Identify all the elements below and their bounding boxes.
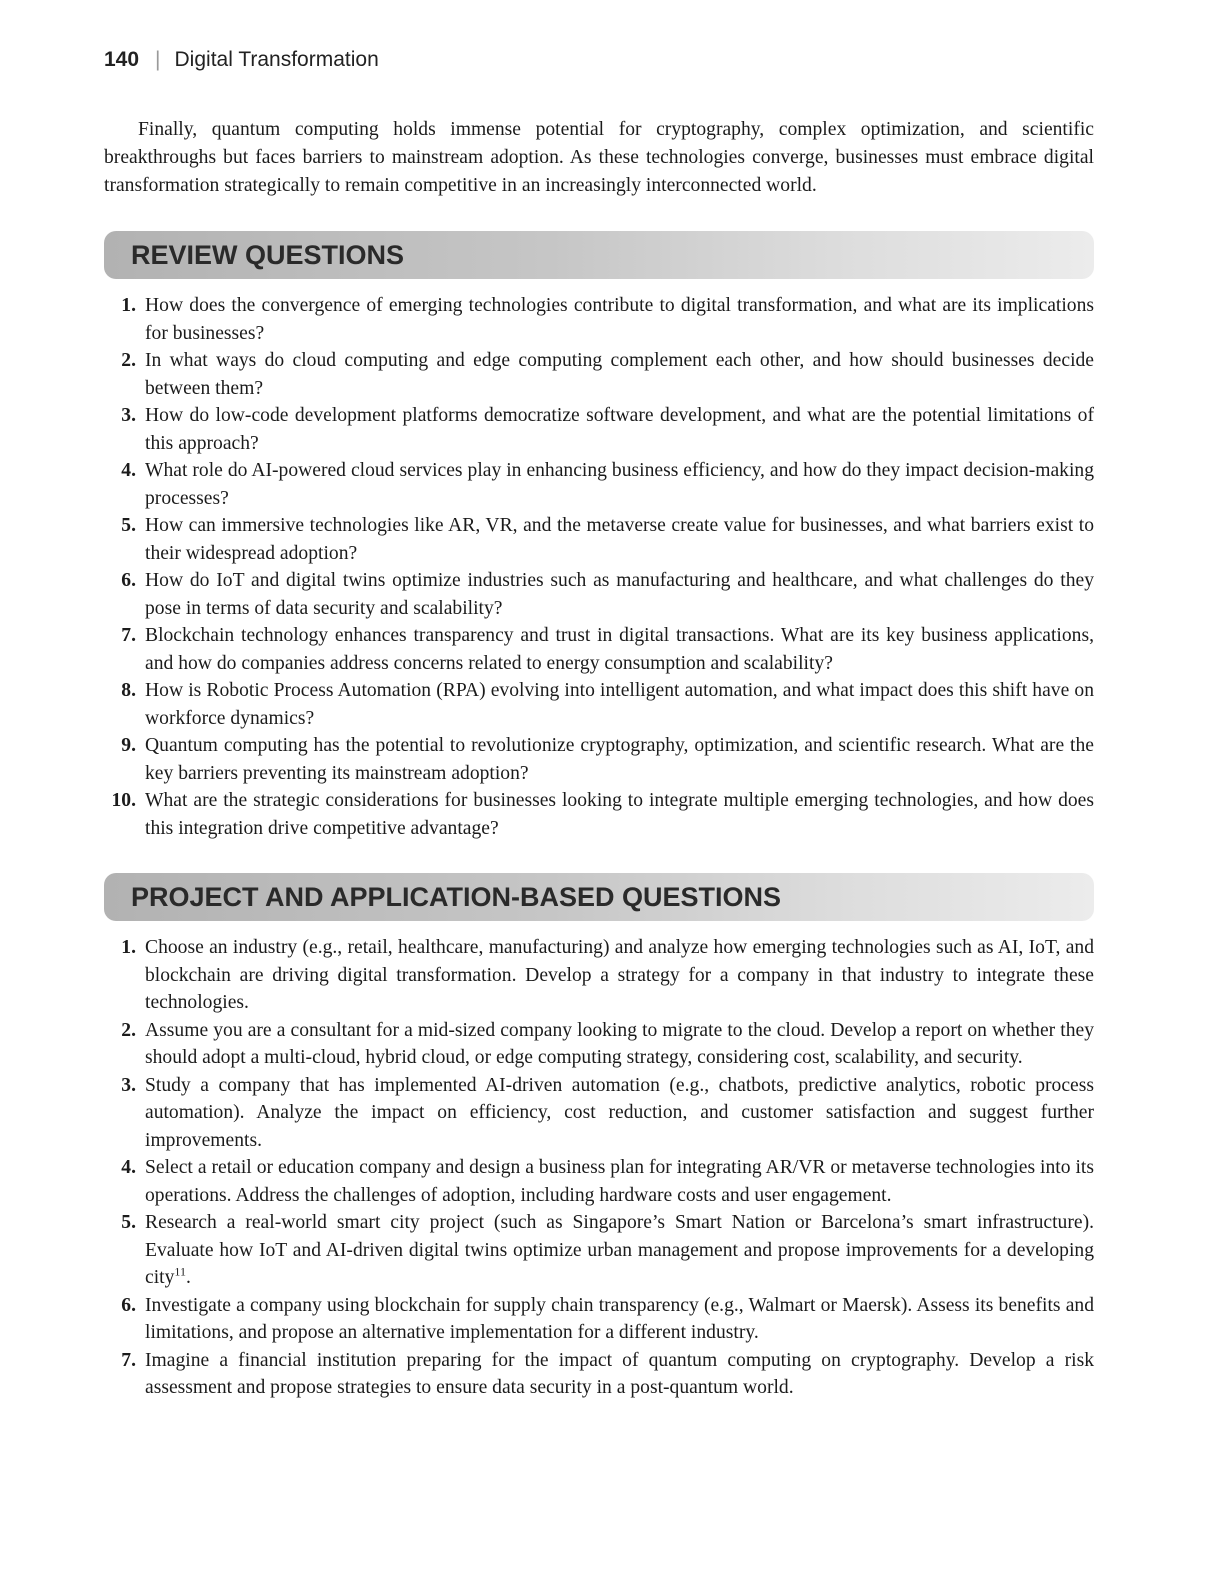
question-number: 5. bbox=[121, 1212, 136, 1233]
question-number: 1. bbox=[121, 295, 136, 316]
question-text: What are the strategic considerations for businesses looking to integrate multiple emerging technologies, and how does this integration drive competitive advantage? bbox=[145, 790, 1094, 839]
running-header bbox=[104, 48, 379, 72]
header-separator: | bbox=[155, 48, 161, 71]
question-text: Assume you are a consultant for a mid-sized company looking to migrate to the cloud. Develop a report on whether they should adopt a multi-cloud, hybrid cloud, or edge computing strategy, considering cost, scalability, and security. bbox=[145, 1019, 1094, 1068]
question-text: Choose an industry (e.g., retail, healthcare, manufacturing) and analyze how emerging technologies such as AI, IoT, and blockchain are driving digital transformation. Develop a strategy for a company in that industry to integrate these technologies. bbox=[145, 937, 1094, 1013]
project-question-5 bbox=[0, 1209, 1094, 1292]
question-number: 2. bbox=[121, 1019, 136, 1041]
review-question-8 bbox=[0, 677, 1094, 732]
project-questions-banner bbox=[104, 873, 1094, 921]
project-questions-list bbox=[0, 934, 1094, 1402]
project-question-2 bbox=[0, 1017, 1094, 1072]
question-number: 2. bbox=[121, 350, 136, 371]
question-text: How do low-code development platforms democratize software development, and what are the potential limitations of this approach? bbox=[145, 405, 1094, 454]
review-questions-heading: REVIEW QUESTIONS bbox=[131, 240, 405, 270]
question-number: 5. bbox=[121, 515, 136, 536]
review-question-2 bbox=[0, 347, 1094, 402]
question-number: 4. bbox=[121, 1157, 136, 1178]
review-question-5 bbox=[0, 512, 1094, 567]
review-question-1 bbox=[0, 292, 1094, 347]
review-question-4 bbox=[0, 457, 1094, 512]
question-text: How can immersive technologies like AR, VR, and the metaverse create value for businesses, and what barriers exist to their widespread adoption? bbox=[145, 515, 1094, 564]
project-questions-heading: PROJECT AND APPLICATION-BASED QUESTIONS bbox=[131, 882, 782, 912]
question-text: What role do AI-powered cloud services play in enhancing business efficiency, and how do they impact decision-making processes? bbox=[145, 460, 1094, 509]
question-text: In what ways do cloud computing and edge computing complement each other, and how should businesses decide between them? bbox=[145, 350, 1094, 399]
question-text: Investigate a company using blockchain for supply chain transparency (e.g., Walmart or Maersk). Assess its benefits and limitations, and propose an alternative implementation for a different industry. bbox=[145, 1294, 1094, 1343]
question-number: 7. bbox=[121, 625, 136, 646]
question-text: Research a real-world smart city project (such as Singapore’s Smart Nation or Barcelona’s smart infrastructure). Evaluate how IoT and AI-driven digital twins optimize urban management and propose improvements for a developing city bbox=[145, 1212, 1094, 1288]
footnote-marker: 11 bbox=[174, 1264, 186, 1279]
question-text: Quantum computing has the potential to revolutionize cryptography, optimization, and scientific research. What are the key barriers preventing its mainstream adoption? bbox=[145, 735, 1094, 784]
question-number: 4. bbox=[121, 460, 136, 481]
project-question-6 bbox=[0, 1292, 1094, 1347]
question-text-end: . bbox=[185, 1267, 191, 1288]
review-questions-banner bbox=[104, 231, 1094, 279]
project-question-3 bbox=[0, 1072, 1094, 1155]
review-questions-list bbox=[0, 292, 1094, 842]
question-number: 10. bbox=[111, 790, 136, 811]
question-number: 8. bbox=[121, 680, 136, 701]
review-question-7 bbox=[0, 622, 1094, 677]
question-text: Blockchain technology enhances transparency and trust in digital transactions. What are its key business applications, and how do companies address concerns related to energy consumption and scalability? bbox=[145, 625, 1094, 674]
project-question-1 bbox=[0, 934, 1094, 1017]
page-number: 140 bbox=[104, 48, 140, 71]
review-question-3 bbox=[0, 402, 1094, 457]
question-text: How is Robotic Process Automation (RPA) evolving into intelligent automation, and what impact does this shift have on workforce dynamics? bbox=[145, 680, 1094, 729]
project-question-4 bbox=[0, 1154, 1094, 1209]
running-title: Digital Transformation bbox=[174, 48, 379, 71]
question-number: 1. bbox=[121, 937, 136, 958]
question-number: 9. bbox=[121, 735, 136, 756]
question-number: 3. bbox=[121, 1074, 136, 1096]
question-number: 6. bbox=[121, 1294, 136, 1316]
question-text: Select a retail or education company and design a business plan for integrating AR/VR or metaverse technologies into its operations. Address the challenges of adoption, including hardware costs and user engagement. bbox=[145, 1157, 1094, 1206]
project-question-7 bbox=[0, 1347, 1094, 1402]
question-number: 6. bbox=[121, 570, 136, 591]
question-text: Imagine a financial institution preparing for the impact of quantum computing on cryptography. Develop a risk assessment and propose strategies to ensure data security in a post-quantum world. bbox=[145, 1349, 1094, 1398]
review-question-9 bbox=[0, 732, 1094, 787]
review-question-6 bbox=[0, 567, 1094, 622]
question-number: 7. bbox=[121, 1349, 136, 1371]
question-number: 3. bbox=[121, 405, 136, 426]
question-text: How does the convergence of emerging technologies contribute to digital transformation, and what are its implications for businesses? bbox=[145, 295, 1094, 344]
intro-paragraph: Finally, quantum computing holds immense potential for cryptography, complex optimization, and scientific breakthroughs but faces barriers to mainstream adoption. As these technologies converge, businesses must embrace digital transformation strategically to remain competitive in an increasingly interconnected world. bbox=[104, 119, 1094, 196]
question-text: How do IoT and digital twins optimize industries such as manufacturing and healthcare, and what challenges do they pose in terms of data security and scalability? bbox=[145, 570, 1094, 619]
review-question-10 bbox=[0, 787, 1094, 842]
question-text: Study a company that has implemented AI-driven automation (e.g., chatbots, predictive analytics, robotic process automation). Analyze the impact on efficiency, cost reduction, and customer satisfaction and suggest further improvements. bbox=[145, 1074, 1094, 1151]
